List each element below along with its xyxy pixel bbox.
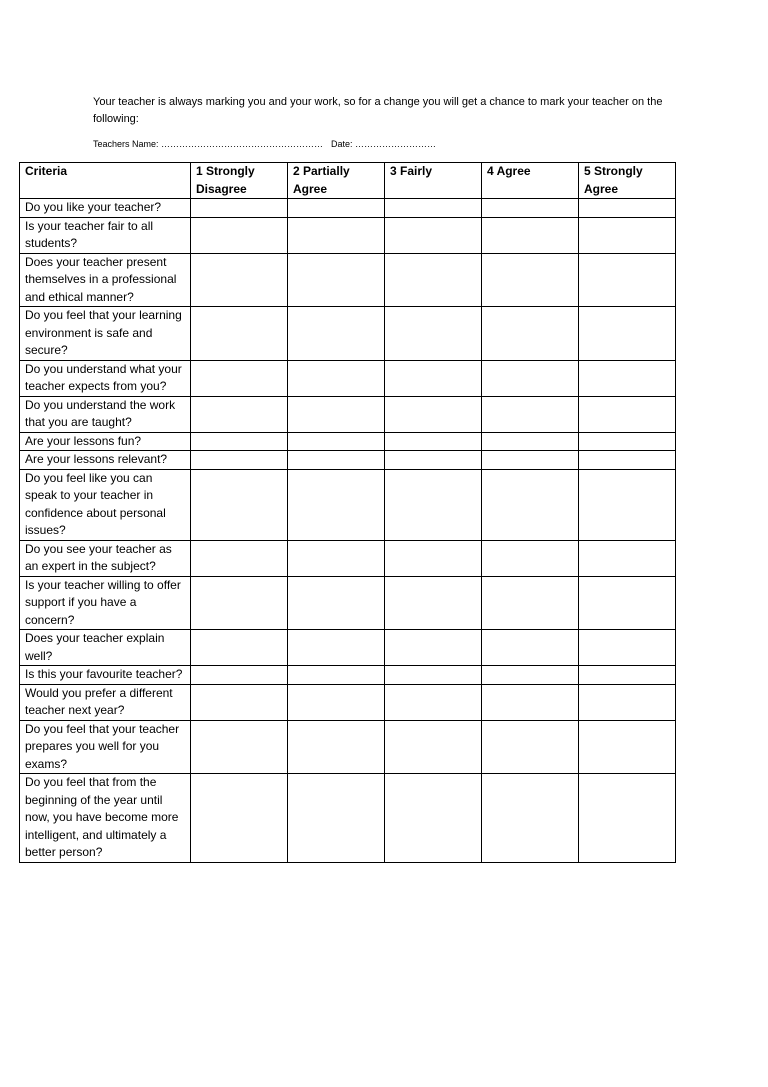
rating-partially-agree-cell[interactable] [288,540,385,576]
rating-fairly-cell[interactable] [385,217,482,253]
rating-strongly-agree-cell[interactable] [579,307,676,361]
intro-paragraph: Your teacher is always marking you and your work, so for a change you will get a chance to mark your teacher on the following: [93,96,663,125]
table-row [20,540,676,576]
rating-fairly-cell[interactable] [385,540,482,576]
criteria-cell: Do you understand the work that you are taught? [20,396,191,432]
rating-fairly-cell[interactable] [385,253,482,307]
criteria-cell: Do you feel like you can speak to your teacher in confidence about personal issues? [20,469,191,540]
criteria-cell: Is this your favourite teacher? [20,666,191,685]
rating-fairly-cell[interactable] [385,576,482,630]
rating-agree-cell[interactable] [482,217,579,253]
rating-partially-agree-cell[interactable] [288,360,385,396]
header-row [20,163,676,199]
rating-strongly-disagree-cell[interactable] [191,469,288,540]
rating-agree-cell[interactable] [482,684,579,720]
rating-partially-agree-cell[interactable] [288,576,385,630]
rating-agree-cell[interactable] [482,199,579,218]
criteria-cell: Do you see your teacher as an expert in the subject? [20,540,191,576]
rating-strongly-disagree-cell[interactable] [191,576,288,630]
criteria-table-body [20,199,676,863]
criteria-cell: Do you feel that your learning environment is safe and secure? [20,307,191,361]
rating-strongly-agree-cell[interactable] [579,540,676,576]
criteria-cell: Do you understand what your teacher expects from you? [20,360,191,396]
rating-strongly-agree-cell[interactable] [579,469,676,540]
table-row [20,432,676,451]
teacher-name-field[interactable]: Teachers Name: ……………………………………………… [93,139,324,149]
rating-strongly-agree-cell[interactable] [579,432,676,451]
rating-agree-cell[interactable] [482,396,579,432]
rating-agree-cell[interactable] [482,307,579,361]
rating-agree-cell[interactable] [482,253,579,307]
rating-strongly-disagree-cell[interactable] [191,630,288,666]
rating-strongly-agree-cell[interactable] [579,666,676,685]
rating-partially-agree-cell[interactable] [288,630,385,666]
rating-agree-cell[interactable] [482,720,579,774]
rating-strongly-agree-cell[interactable] [579,217,676,253]
rating-partially-agree-cell[interactable] [288,451,385,470]
rating-strongly-disagree-cell[interactable] [191,451,288,470]
rating-partially-agree-cell[interactable] [288,469,385,540]
rating-strongly-disagree-cell[interactable] [191,199,288,218]
rating-strongly-agree-cell[interactable] [579,720,676,774]
evaluation-table [19,162,676,863]
rating-strongly-disagree-cell[interactable] [191,253,288,307]
table-row [20,666,676,685]
header-strongly-disagree: 1 Strongly Disagree [191,163,288,199]
rating-strongly-agree-cell[interactable] [579,684,676,720]
header-criteria: Criteria [20,163,191,199]
table-row [20,576,676,630]
rating-partially-agree-cell[interactable] [288,432,385,451]
table-row [20,451,676,470]
rating-strongly-agree-cell[interactable] [579,253,676,307]
table-row [20,469,676,540]
rating-strongly-disagree-cell[interactable] [191,217,288,253]
table-row [20,774,676,863]
rating-fairly-cell[interactable] [385,666,482,685]
rating-strongly-disagree-cell[interactable] [191,774,288,863]
rating-fairly-cell[interactable] [385,307,482,361]
rating-strongly-disagree-cell[interactable] [191,396,288,432]
table-row [20,684,676,720]
table-row [20,720,676,774]
rating-partially-agree-cell[interactable] [288,666,385,685]
criteria-cell: Do you feel that from the beginning of the year until now, you have become more intelligent, and ultimately a better person? [20,774,191,863]
rating-fairly-cell[interactable] [385,396,482,432]
criteria-cell: Are your lessons relevant? [20,451,191,470]
rating-strongly-agree-cell[interactable] [579,360,676,396]
table-row [20,630,676,666]
date-field[interactable]: Date: ……………………… [331,139,437,149]
rating-partially-agree-cell[interactable] [288,199,385,218]
rating-strongly-agree-cell[interactable] [579,199,676,218]
rating-strongly-agree-cell[interactable] [579,451,676,470]
rating-fairly-cell[interactable] [385,630,482,666]
rating-agree-cell[interactable] [482,432,579,451]
criteria-cell: Is your teacher fair to all students? [20,217,191,253]
rating-strongly-disagree-cell[interactable] [191,540,288,576]
table-row [20,253,676,307]
header-strongly-agree: 5 Strongly Agree [579,163,676,199]
criteria-cell: Do you feel that your teacher prepares you well for you exams? [20,720,191,774]
header-partially-agree: 2 Partially Agree [288,163,385,199]
table-row [20,396,676,432]
rating-fairly-cell[interactable] [385,432,482,451]
criteria-cell: Does your teacher present themselves in a professional and ethical manner? [20,253,191,307]
criteria-cell: Does your teacher explain well? [20,630,191,666]
table-row [20,217,676,253]
criteria-cell: Are your lessons fun? [20,432,191,451]
rating-strongly-agree-cell[interactable] [579,396,676,432]
rating-fairly-cell[interactable] [385,360,482,396]
header-agree: 4 Agree [482,163,579,199]
header-fairly: 3 Fairly [385,163,482,199]
table-row [20,307,676,361]
rating-strongly-disagree-cell[interactable] [191,720,288,774]
criteria-cell: Do you like your teacher? [20,199,191,218]
rating-partially-agree-cell[interactable] [288,684,385,720]
meta-line [93,138,437,150]
rating-strongly-disagree-cell[interactable] [191,432,288,451]
table-row [20,199,676,218]
rating-partially-agree-cell[interactable] [288,307,385,361]
rating-agree-cell[interactable] [482,451,579,470]
rating-fairly-cell[interactable] [385,774,482,863]
rating-agree-cell[interactable] [482,774,579,863]
rating-agree-cell[interactable] [482,576,579,630]
rating-fairly-cell[interactable] [385,199,482,218]
rating-strongly-disagree-cell[interactable] [191,666,288,685]
rating-fairly-cell[interactable] [385,451,482,470]
rating-strongly-disagree-cell[interactable] [191,307,288,361]
rating-fairly-cell[interactable] [385,469,482,540]
rating-partially-agree-cell[interactable] [288,253,385,307]
rating-partially-agree-cell[interactable] [288,720,385,774]
table-row [20,360,676,396]
rating-agree-cell[interactable] [482,469,579,540]
rating-partially-agree-cell[interactable] [288,774,385,863]
rating-strongly-agree-cell[interactable] [579,774,676,863]
rating-agree-cell[interactable] [482,360,579,396]
rating-strongly-agree-cell[interactable] [579,576,676,630]
rating-agree-cell[interactable] [482,630,579,666]
criteria-cell: Would you prefer a different teacher next year? [20,684,191,720]
rating-partially-agree-cell[interactable] [288,217,385,253]
rating-fairly-cell[interactable] [385,720,482,774]
rating-agree-cell[interactable] [482,666,579,685]
rating-strongly-disagree-cell[interactable] [191,684,288,720]
rating-agree-cell[interactable] [482,540,579,576]
rating-strongly-disagree-cell[interactable] [191,360,288,396]
rating-strongly-agree-cell[interactable] [579,630,676,666]
rating-fairly-cell[interactable] [385,684,482,720]
criteria-cell: Is your teacher willing to offer support if you have a concern? [20,576,191,630]
rating-partially-agree-cell[interactable] [288,396,385,432]
